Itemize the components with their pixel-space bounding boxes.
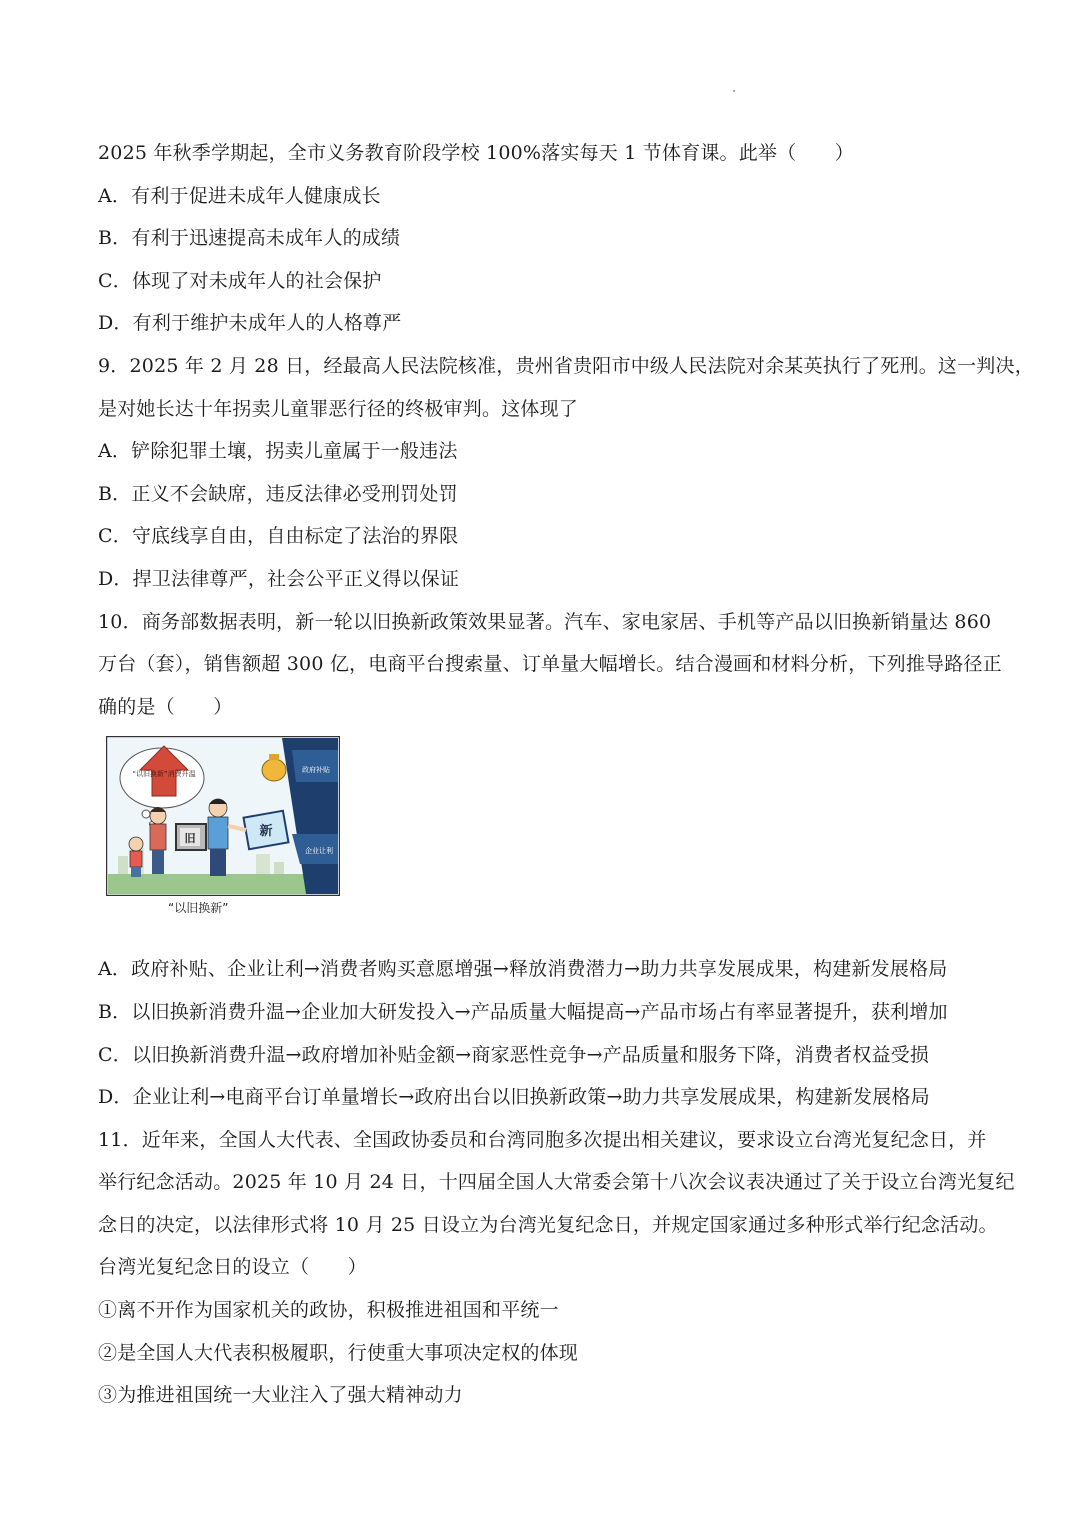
q8-option-b: B．有利于迅速提高未成年人的成绩 [98,227,401,250]
q9-option-d: D．捍卫法律尊严，社会公平正义得以保证 [98,567,460,590]
q11-statement-1: ①离不开作为国家机关的政协，积极推进祖国和平统一 [98,1299,559,1322]
q10-option-d: D．企业让利→电商平台订单量增长→政府出台以旧换新政策→助力共享发展成果，构建新发展格局 [98,1086,930,1109]
q11-statement-3: ③为推进祖国统一大业注入了强大精神动力 [98,1384,463,1407]
bubble-text: “以旧换新”消费升温 [132,770,196,779]
q10-stem-line2: 万台（套），销售额超 300 亿，电商平台搜索量、订单量大幅增长。结合漫画和材料分析，下列推导路径正 [98,653,1002,676]
figure-caption: “以旧换新” [168,901,229,916]
q9-stem-line2: 是对她长达十年拐卖儿童罪恶行径的终极审判。这体现了 [98,397,579,420]
q10-option-c: C．以旧换新消费升温→政府增加补贴金额→商家恶性竞争→产品质量和服务下降，消费者权益受损 [98,1043,930,1066]
page-speck [733,90,735,92]
q11-stem-line3: 念日的决定，以法律形式将 10 月 25 日设立为台湾光复纪念日，并规定国家通过多种形式举行纪念活动。 [98,1213,998,1236]
q8-option-c: C．体现了对未成年人的社会保护 [98,269,382,292]
money-bag-icon [262,759,286,781]
q10-stem-line3: 确的是（ ） [98,695,233,718]
q9-option-c: C．守底线享自由，自由标定了法治的界限 [98,525,459,548]
q11-stem-line4: 台湾光复纪念日的设立（ ） [98,1256,367,1279]
old-tv-label: 旧 [184,832,196,846]
trade-in-cartoon-figure [98,736,988,948]
q11-statement-2: ②是全国人大代表积极履职，行使重大事项决定权的体现 [98,1341,579,1364]
q11-stem-line1: 11．近年来，全国人大代表、全国政协委员和台湾同胞多次提出相关建议，要求设立台湾光复纪念日，并 [98,1128,987,1151]
new-tv-label: 新 [259,824,273,840]
q8-stem: 2025 年秋季学期起，全市义务教育阶段学校 100%落实每天 1 节体育课。此举（ ） [98,142,854,164]
q10-option-a: A．政府补贴、企业让利→消费者购买意愿增强→释放消费潜力→助力共享发展成果，构建新发展格局 [98,958,948,981]
label-government-subsidy: 政府补贴 [302,766,330,775]
q11-stem-line2: 举行纪念活动。2025 年 10 月 24 日，十四届全国人大常委会第十八次会议表决通过了关于设立台湾光复纪 [98,1171,1015,1194]
q9-option-b: B．正义不会缺席，违反法律必受刑罚处罚 [98,482,458,505]
q8-option-d: D．有利于维护未成年人的人格尊严 [98,312,402,335]
q10-stem-line1: 10．商务部数据表明，新一轮以旧换新政策效果显著。汽车、家电家居、手机等产品以旧换新销量达 860 [98,610,992,633]
q9-stem-line1: 9．2025 年 2 月 28 日，经最高人民法院核准，贵州省贵阳市中级人民法院对余某英执行了死刑。这一判决， [98,354,1034,377]
label-enterprise-concession: 企业让利 [305,847,333,856]
q10-option-b: B．以旧换新消费升温→企业加大研发投入→产品质量大幅提高→产品市场占有率显著提升，获利增加 [98,1000,948,1023]
q8-option-a: A．有利于促进未成年人健康成长 [98,184,381,207]
q9-option-a: A．铲除犯罪土壤，拐卖儿童属于一般违法 [98,440,458,463]
trade-in-cartoon [106,736,340,896]
question-content [98,132,1034,1417]
